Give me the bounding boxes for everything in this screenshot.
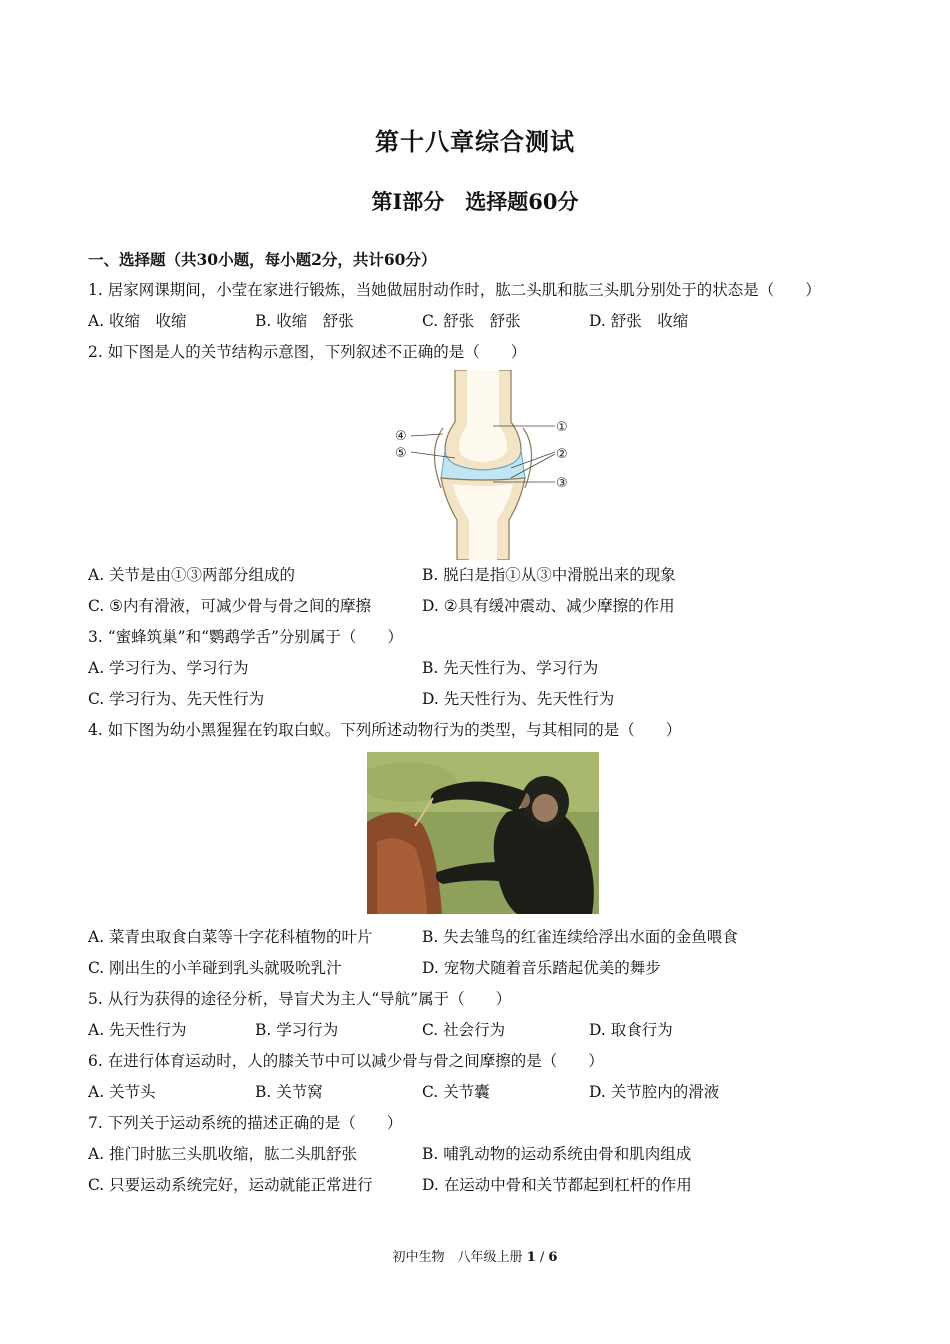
option: A. 关节头: [88, 1083, 156, 1101]
joint-label-3: ③: [556, 476, 568, 491]
footer-page-total: 6: [548, 1250, 558, 1265]
options-row: [88, 306, 878, 337]
joint-label-5: ⑤: [395, 446, 407, 461]
options-row: [88, 1139, 878, 1170]
option: C. 只要运动系统完好，运动就能正常进行: [88, 1176, 373, 1194]
option: B. 哺乳动物的运动系统由骨和肌肉组成: [422, 1145, 692, 1163]
options-row: [88, 560, 878, 591]
options-row: [88, 922, 878, 953]
option: B. 脱臼是指①从③中滑脱出来的现象: [422, 566, 676, 584]
question-stem: 1. 居家网课期间，小莹在家进行锻炼，当她做屈肘动作时，肱二头肌和肱三头肌分别处于的状态是（ ）: [88, 281, 821, 299]
question-stem: 4. 如下图为幼小黑猩猩在钓取白蚁。下列所述动物行为的类型，与其相同的是（ ）: [88, 721, 682, 739]
option: C. 舒张 舒张: [422, 312, 521, 330]
options-row: [88, 1170, 878, 1201]
page-title: 第十八章综合测试: [375, 127, 575, 156]
footer-course: 初中生物 八年级上册: [392, 1250, 523, 1265]
question-stem: 6. 在进行体育运动时，人的膝关节中可以减少骨与骨之间摩擦的是（ ）: [88, 1052, 604, 1070]
question-list: [88, 244, 878, 1201]
option: B. 关节窝: [255, 1083, 323, 1101]
option: B. 收缩 舒张: [255, 312, 354, 330]
option: A. 先天性行为: [88, 1021, 187, 1039]
option: D. 在运动中骨和关节都起到杠杆的作用: [422, 1176, 692, 1194]
option: C. 刚出生的小羊碰到乳头就吸吮乳汁: [88, 959, 342, 977]
section-heading: 一、选择题（共30小题，每小题2分，共计60分）: [88, 250, 437, 269]
chimpanzee-photo: [367, 752, 599, 914]
option: D. 宠物犬随着音乐踏起优美的舞步: [422, 959, 661, 977]
joint-label-1: ①: [556, 420, 568, 435]
option: A. 推门时肱三头肌收缩，肱二头肌舒张: [88, 1145, 358, 1163]
option: D. ②具有缓冲震动、减少摩擦的作用: [422, 597, 675, 615]
joint-figure: [88, 368, 878, 560]
joint-label-4: ④: [395, 429, 407, 444]
joint-label-2: ②: [556, 447, 568, 462]
options-row: [88, 1077, 878, 1108]
page-footer: [0, 1246, 950, 1265]
question-stem: 5. 从行为获得的途径分析，导盲犬为主人“导航”属于（ ）: [88, 990, 512, 1008]
options-row: [88, 684, 878, 715]
option: C. 关节囊: [422, 1083, 490, 1101]
option: C. 社会行为: [422, 1021, 506, 1039]
options-row: [88, 653, 878, 684]
option: A. 菜青虫取食白菜等十字花科植物的叶片: [88, 928, 373, 946]
option: D. 关节腔内的滑液: [589, 1083, 720, 1101]
option: A. 收缩 收缩: [88, 312, 187, 330]
chimp-figure: [88, 746, 878, 922]
question-stem: 7. 下列关于运动系统的描述正确的是（ ）: [88, 1114, 403, 1132]
option: A. 学习行为、学习行为: [88, 659, 249, 677]
option: B. 学习行为: [255, 1021, 339, 1039]
option: A. 关节是由①③两部分组成的: [88, 566, 296, 584]
section-subtitle: 第Ⅰ部分 选择题60分: [371, 189, 579, 214]
option: D. 取食行为: [589, 1021, 673, 1039]
option: B. 先天性行为、学习行为: [422, 659, 599, 677]
options-row: [88, 1015, 878, 1046]
question-stem: 3. “蜜蜂筑巢”和“鹦鹉学舌”分别属于（ ）: [88, 628, 403, 646]
footer-separator: /: [539, 1250, 545, 1265]
options-row: [88, 953, 878, 984]
option: B. 失去雏鸟的红雀连续给浮出水面的金鱼喂食: [422, 928, 738, 946]
option: D. 先天性行为、先天性行为: [422, 690, 615, 708]
joint-diagram: [383, 370, 583, 560]
option: C. ⑤内有滑液，可减少骨与骨之间的摩擦: [88, 597, 372, 615]
option: C. 学习行为、先天性行为: [88, 690, 265, 708]
options-row: [88, 591, 878, 622]
question-stem: 2. 如下图是人的关节结构示意图，下列叙述不正确的是（ ）: [88, 343, 527, 361]
footer-page-number: 1: [526, 1250, 536, 1265]
option: D. 舒张 收缩: [589, 312, 689, 330]
